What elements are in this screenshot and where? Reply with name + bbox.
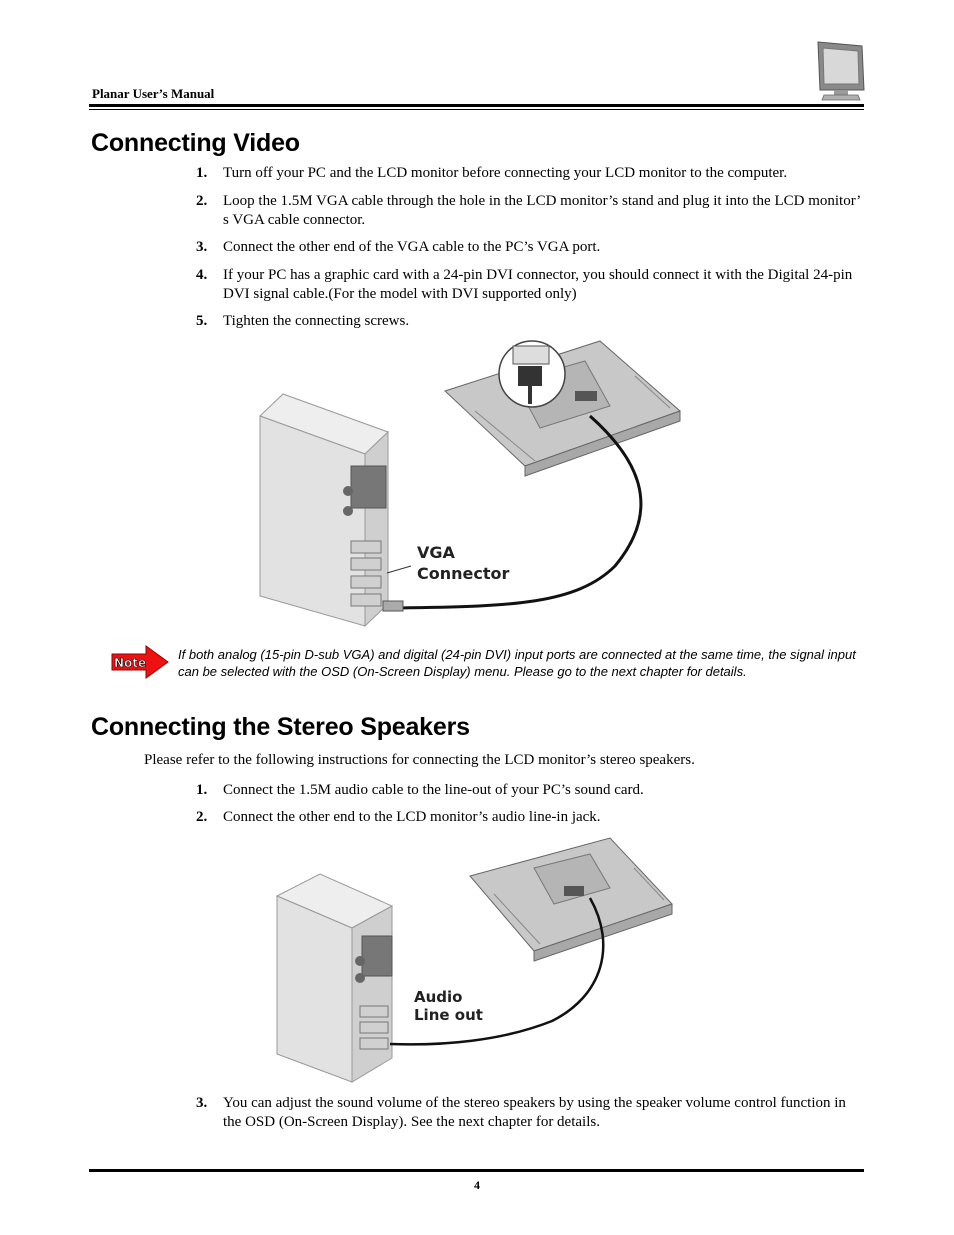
note-arrow-icon [110, 644, 170, 680]
vga-connector-label-line1: VGA [417, 543, 455, 562]
footer-rule [89, 1169, 864, 1172]
section-heading-speakers: Connecting the Stereo Speakers [91, 713, 470, 741]
step-text: Connect the 1.5M audio cable to the line-out of your PC’s sound card. [223, 782, 644, 798]
header-rule [89, 104, 864, 107]
monitor-icon [812, 40, 868, 102]
section-heading-video: Connecting Video [91, 129, 300, 157]
header-rule-thin [89, 109, 864, 110]
step-text: If your PC has a graphic card with a 24-pin DVI connector, you should connect it with the Digital 24-pin DVI signal cable.(For the model with DVI supported only) [223, 267, 853, 302]
header-title: Planar User’s Manual [92, 86, 215, 101]
step-text: Connect the other end of the VGA cable to the PC’s VGA port. [223, 239, 601, 255]
step-text: Tighten the connecting screws. [223, 313, 410, 329]
step-text: You can adjust the sound volume of the stereo speakers by using the speaker volume control function in the OSD (On-Screen Display). See the next chapter for details. [223, 1095, 846, 1130]
speakers-intro: Please refer to the following instructions for connecting the LCD monitor’s stereo speakers. [144, 752, 695, 768]
step-number: 2. [196, 193, 208, 209]
step-number: 4. [196, 267, 208, 283]
step-number: 2. [196, 809, 208, 825]
step-number: 3. [196, 1095, 208, 1111]
step-text: Loop the 1.5M VGA cable through the hole in the LCD monitor’s stand and plug it into the LCD monitor’ s VGA cable connector. [223, 193, 861, 228]
step-number: 1. [196, 165, 208, 181]
step-number: 3. [196, 239, 208, 255]
audio-connection-illustration [272, 836, 677, 1084]
audio-line-out-label-line1: Audio [414, 988, 463, 1006]
step-number: 5. [196, 313, 208, 329]
note-icon-label: Note [114, 656, 147, 670]
note-text: If both analog (15-pin D-sub VGA) and digital (24-pin DVI) input ports are connected at the same time, the signal input can be selected with the OSD (On-Screen Display) menu. Please go to the next chapter for details. [178, 647, 856, 679]
vga-connection-illustration [255, 336, 685, 628]
step-text: Turn off your PC and the LCD monitor before connecting your LCD monitor to the computer. [223, 165, 788, 181]
page-number: 4 [474, 1178, 480, 1192]
step-number: 1. [196, 782, 208, 798]
audio-line-out-label-line2: Line out [414, 1006, 483, 1024]
step-text: Connect the other end to the LCD monitor’s audio line-in jack. [223, 809, 601, 825]
vga-connector-label-line2: Connector [417, 564, 510, 583]
